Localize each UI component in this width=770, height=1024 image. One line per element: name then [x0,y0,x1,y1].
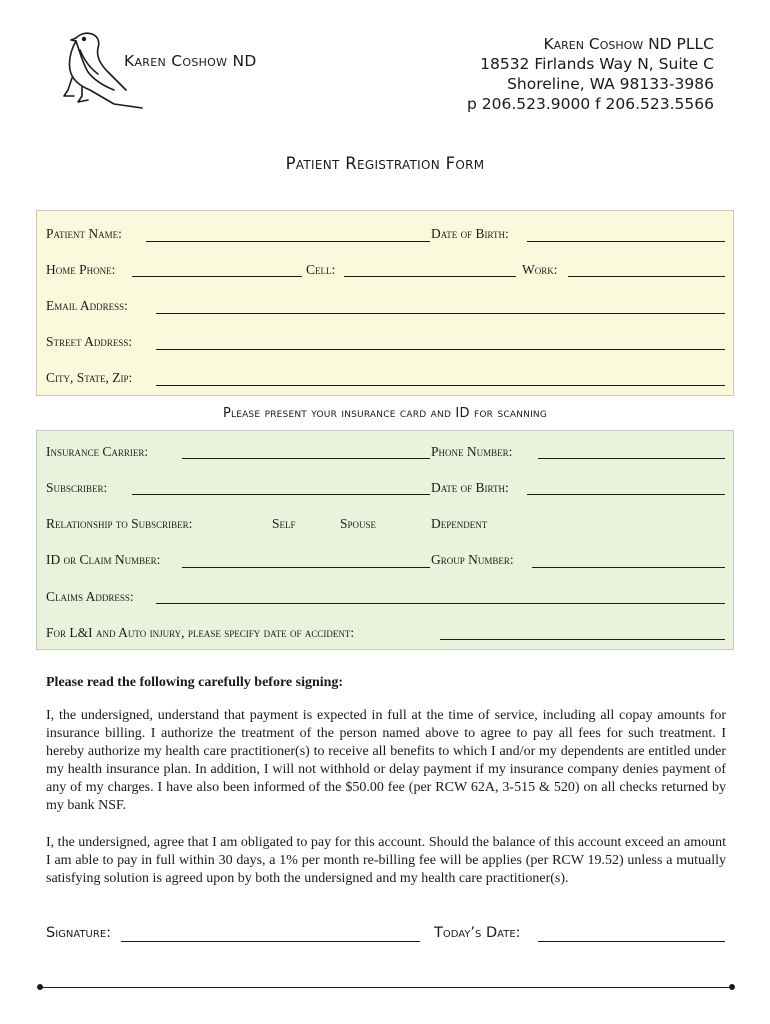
signature-field[interactable] [121,941,420,942]
subscriber-dob-field[interactable] [527,494,725,495]
scan-note: Please present your insurance card and ID for scanning [222,406,548,421]
accident-date-label: For L&I and Auto injury, please specify date of accident: [46,625,355,640]
address-line-city: Shoreline, WA 98133-3986 [507,75,714,93]
city-state-zip-field[interactable] [156,385,725,386]
claims-address-label: Claims Address: [46,589,134,604]
insurance-phone-label: Phone Number: [431,444,513,459]
relationship-option-spouse[interactable]: Spouse [340,516,377,531]
address-line-company: Karen Coshow ND PLLC [543,35,714,53]
insurance-phone-field[interactable] [538,458,725,459]
relationship-option-dependent[interactable]: Dependent [431,516,488,531]
agreement-paragraph-billing: I, the undersigned, agree that I am obligated to pay for this account. Should the balance of this account exceed an amount I am able to pay in full within 30 days, a 1% per month re-billing fee will be applies (per RCW 19.52) unless a mutually satisfying solution is agreed upon by both the undersigned and my health care practitioner(s). [46,835,726,886]
agreement-heading: Please read the following carefully before signing: [46,675,344,690]
home-phone-label: Home Phone: [46,262,116,277]
subscriber-field[interactable] [132,494,430,495]
practice-address [467,34,714,114]
claim-number-label: ID or Claim Number: [46,552,161,567]
group-number-label: Group Number: [431,552,514,567]
email-field[interactable] [156,313,725,314]
relationship-label: Relationship to Subscriber: [46,516,193,531]
group-number-field[interactable] [532,567,725,568]
street-address-field[interactable] [156,349,725,350]
practice-brand: Karen Coshow ND [124,52,257,70]
patient-dob-field[interactable] [527,241,725,242]
cell-label: Cell: [306,262,336,277]
home-phone-field[interactable] [132,276,302,277]
insurance-carrier-label: Insurance Carrier: [46,444,149,459]
footer-dot-left [37,984,43,990]
relationship-option-self[interactable]: Self [272,516,296,531]
address-line-phone: p 206.523.9000 f 206.523.5566 [466,95,714,113]
subscriber-dob-label: Date of Birth: [431,480,509,495]
cell-field[interactable] [344,276,516,277]
accident-date-field[interactable] [440,639,725,640]
subscriber-label: Subscriber: [46,480,108,495]
patient-info-section [36,210,734,396]
insurance-carrier-field[interactable] [182,458,430,459]
patient-dob-label: Date of Birth: [431,226,509,241]
form-title: Patient Registration Form [285,154,485,173]
todays-date-label: Today’s Date: [434,925,521,941]
footer-divider [40,987,732,988]
street-address-label: Street Address: [46,334,133,349]
city-state-zip-label: City, State, Zip: [46,370,133,385]
address-line-street: 18532 Firlands Way N, Suite C [480,55,714,73]
work-field[interactable] [568,276,725,277]
signature-label: Signature: [46,925,112,941]
work-label: Work: [522,262,558,277]
claims-address-field[interactable] [156,603,725,604]
email-label: Email Address: [46,298,128,313]
insurance-info-section [36,430,734,650]
footer-dot-right [729,984,735,990]
claim-number-field[interactable] [182,567,430,568]
patient-name-label: Patient Name: [46,226,122,241]
agreement-paragraph-payment: I, the undersigned, understand that payment is expected in full at the time of service, including all copay amounts for insurance billing. I authorize the treatment of the person named above to agree to pay all fees for such treatment. I hereby authorize my health care practitioner(s) to receive all benefits to which I and/or my dependents are entitled under my health insurance plan. In addition, I will not withhold or delay payment if my insurance company denies payment of any of my charges. I have also been informed of the $50.00 fee (per RCW 62A, 3-515 & 520) on all checks returned by my bank NSF. [46,708,726,813]
todays-date-field[interactable] [538,941,725,942]
patient-name-field[interactable] [146,241,430,242]
